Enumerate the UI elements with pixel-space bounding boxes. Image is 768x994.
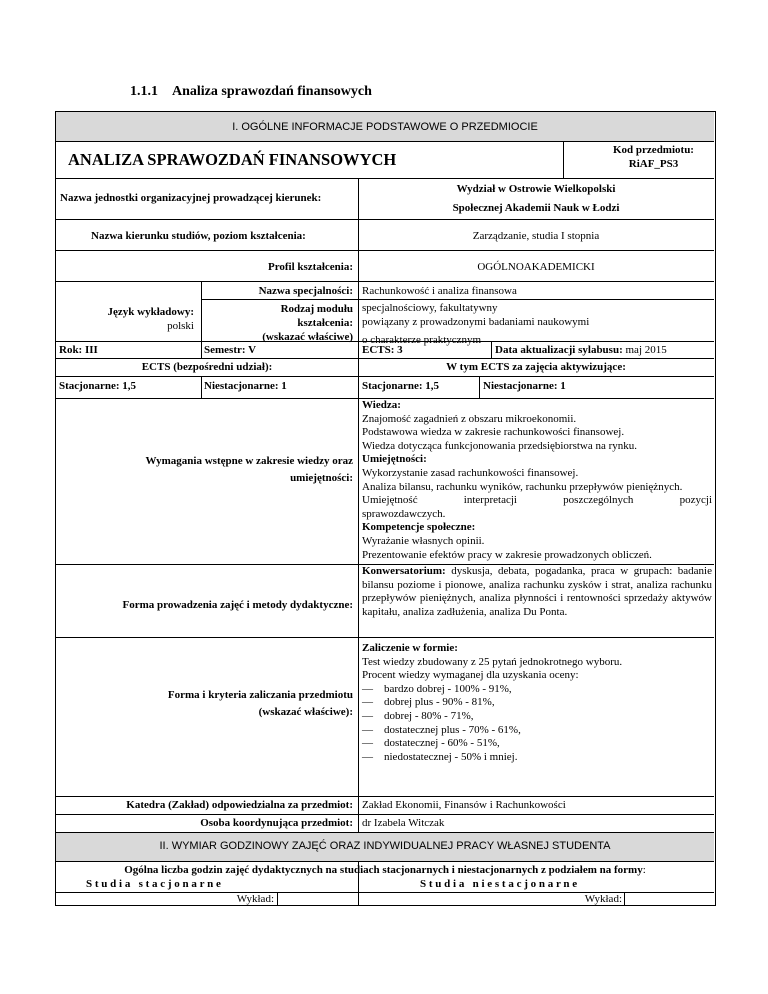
assessment-percent: Procent wiedzy wymaganej dla uzyskania oceny: — [362, 669, 579, 682]
methods-heading: Konwersatorium: — [362, 565, 446, 577]
assessment-content — [362, 642, 712, 764]
profile-label: Profil kształcenia: — [267, 261, 353, 273]
requirements-label-line2: umiejętności: — [290, 472, 353, 484]
syllabus-table — [55, 111, 716, 906]
extramural-title: S t u d i a n i e s t a c j o n a r n e — [420, 878, 578, 890]
section-title: Analiza sprawozdań finansowych — [172, 84, 372, 99]
hours-intro — [56, 863, 714, 877]
part2-header: II. WYMIAR GODZINOWY ZAJĘĆ ORAZ INDYWIDUALNEJ PRACY WŁASNEJ STUDENTA — [56, 833, 714, 861]
lecture-stationary-value — [278, 893, 358, 906]
module-value-line3: o charakterze praktycznym — [362, 334, 482, 346]
unit-value-line1: Wydział w Ostrowie Wielkopolski — [456, 183, 616, 195]
module-label-line1: Rodzaj modułu — [280, 303, 353, 315]
ects-direct-stationary: Stacjonarne: 1,5 — [59, 380, 136, 392]
assessment-test: Test wiedzy zbudowany z 25 pytań jednokrotnego wyboru. — [362, 655, 623, 668]
department-value: Zakład Ekonomii, Finansów i Rachunkowości — [362, 799, 566, 811]
update-date-value: maj 2015 — [625, 344, 667, 356]
grade-item: — niedostatecznej - 50% i mniej. — [362, 751, 712, 765]
skills-item: Umiejętność interpretacji poszczególnych pozycji sprawozdawczych. — [362, 494, 712, 520]
grade-item: — dobrej - 80% - 71%, — [362, 710, 712, 724]
lecture-extramural-label: Wykład: — [584, 893, 622, 905]
field-label: Nazwa kierunku studiów, poziom kształcenia: — [91, 230, 306, 242]
module-label — [201, 302, 353, 344]
methods-text: dyskusja, debata, pogadanka, praca w grupach: badanie bilansu poziome i pionowe, analiza rachunku zysków i strat, analiza rachunku przepływów pieniężnych, analiza płynności i rentowności sprzedaży aktywów kapitału, analiza zadłużenia, analiza Du Ponta. — [362, 565, 712, 618]
profile-value: OGÓLNOAKADEMICKI — [477, 261, 595, 273]
unit-label: Nazwa jednostki organizacyjnej prowadzącej kierunek: — [60, 192, 322, 204]
ects-active-extramural: Niestacjonarne: 1 — [483, 380, 566, 392]
part1-header: I. OGÓLNE INFORMACJE PODSTAWOWE O PRZEDMIOCIE — [56, 112, 714, 141]
course-code-label: Kod przedmiotu: — [613, 144, 694, 156]
grade-item: — bardzo dobrej - 100% - 91%, — [362, 683, 712, 697]
specialty-value: Rachunkowość i analiza finansowa — [362, 285, 517, 297]
knowledge-item: Podstawowa wiedza w zakresie rachunkowości finansowej. — [362, 426, 625, 439]
section-number: 1.1.1 — [130, 84, 158, 99]
social-heading: Kompetencje społeczne: — [362, 521, 476, 534]
language-value: polski — [167, 320, 194, 332]
ects-direct-label: ECTS (bezpośredni udział): — [141, 361, 273, 373]
ects-active-label: W tym ECTS za zajęcia aktywizujące: — [446, 361, 626, 373]
unit-value-line2: Społecznej Akademii Nauk w Łodzi — [452, 202, 620, 214]
language-label: Język wykładowy: — [107, 306, 194, 318]
assessment-label-line2: (wskazać właściwe): — [258, 706, 353, 718]
hours-intro-tail: : — [642, 864, 646, 876]
ects: ECTS: 3 — [362, 344, 403, 356]
course-title: ANALIZA SPRAWOZDAŃ FINANSOWYCH — [68, 150, 397, 169]
lecture-stationary-label: Wykład: — [236, 893, 274, 905]
semester: Semestr: V — [204, 344, 257, 356]
unit-value — [358, 180, 714, 218]
knowledge-heading: Wiedza: — [362, 399, 401, 411]
coordinator-label: Osoba koordynująca przedmiot: — [200, 817, 353, 829]
lecture-extramural-value — [625, 893, 714, 906]
hours-intro-text: Ogólna liczba godzin zajęć dydaktycznych na studiach stacjonarnych i niestacjonarnych z podziałem na formy — [124, 864, 643, 876]
grade-list — [362, 683, 712, 765]
ects-direct-extramural: Niestacjonarne: 1 — [204, 380, 287, 392]
section-heading — [130, 84, 372, 100]
module-label-line2: kształcenia: — [297, 317, 353, 329]
skills-item: Wykorzystanie zasad rachunkowości finansowej. — [362, 466, 579, 479]
module-label-line3: (wskazać właściwe) — [262, 331, 353, 343]
update-date-label: Data aktualizacji sylabusu: — [495, 344, 623, 356]
requirements-label-line1: Wymagania wstępne w zakresie wiedzy oraz — [145, 455, 353, 467]
year: Rok: III — [59, 344, 98, 356]
methods-label: Forma prowadzenia zajęć i metody dydaktyczne: — [122, 599, 353, 611]
specialty-label: Nazwa specjalności: — [258, 285, 353, 297]
ects-active-stationary: Stacjonarne: 1,5 — [362, 380, 439, 392]
stationary-title: S t u d i a s t a c j o n a r n e — [86, 878, 221, 890]
skills-heading: Umiejętności: — [362, 453, 427, 466]
update-date — [495, 343, 713, 357]
methods-content — [362, 565, 712, 619]
social-item: Prezentowanie efektów pracy w zakresie prowadzonych obliczeń. — [362, 548, 652, 561]
assessment-heading: Zaliczenie w formie: — [362, 642, 458, 654]
requirements-label — [56, 453, 353, 487]
course-code-value: RiAF_PS3 — [628, 158, 679, 170]
grade-item: — dobrej plus - 90% - 81%, — [362, 696, 712, 710]
module-value-line2: powiązany z prowadzonymi badaniami naukowymi — [362, 316, 590, 328]
grade-item: — dostatecznej - 60% - 51%, — [362, 737, 712, 751]
course-code — [563, 143, 714, 171]
assessment-label-line1: Forma i kryteria zaliczania przedmiotu — [167, 689, 353, 701]
grade-item: — dostatecznej plus - 70% - 61%, — [362, 724, 712, 738]
knowledge-item: Znajomość zagadnień z obszaru mikroekonomii. — [362, 412, 577, 425]
coordinator-value: dr Izabela Witczak — [362, 817, 445, 829]
field-value: Zarządzanie, studia I stopnia — [472, 230, 600, 242]
module-value-line1: specjalnościowy, fakultatywny — [362, 302, 498, 314]
skills-item: Analiza bilansu, rachunku wyników, rachunku przepływów pieniężnych. — [362, 480, 683, 493]
requirements-content — [362, 399, 712, 562]
knowledge-item: Wiedza dotycząca funkcjonowania przedsiębiorstwa na rynku. — [362, 439, 638, 452]
department-label: Katedra (Zakład) odpowiedzialna za przedmiot: — [126, 799, 353, 811]
social-item: Wyrażanie własnych opinii. — [362, 534, 485, 547]
assessment-label — [56, 687, 353, 721]
